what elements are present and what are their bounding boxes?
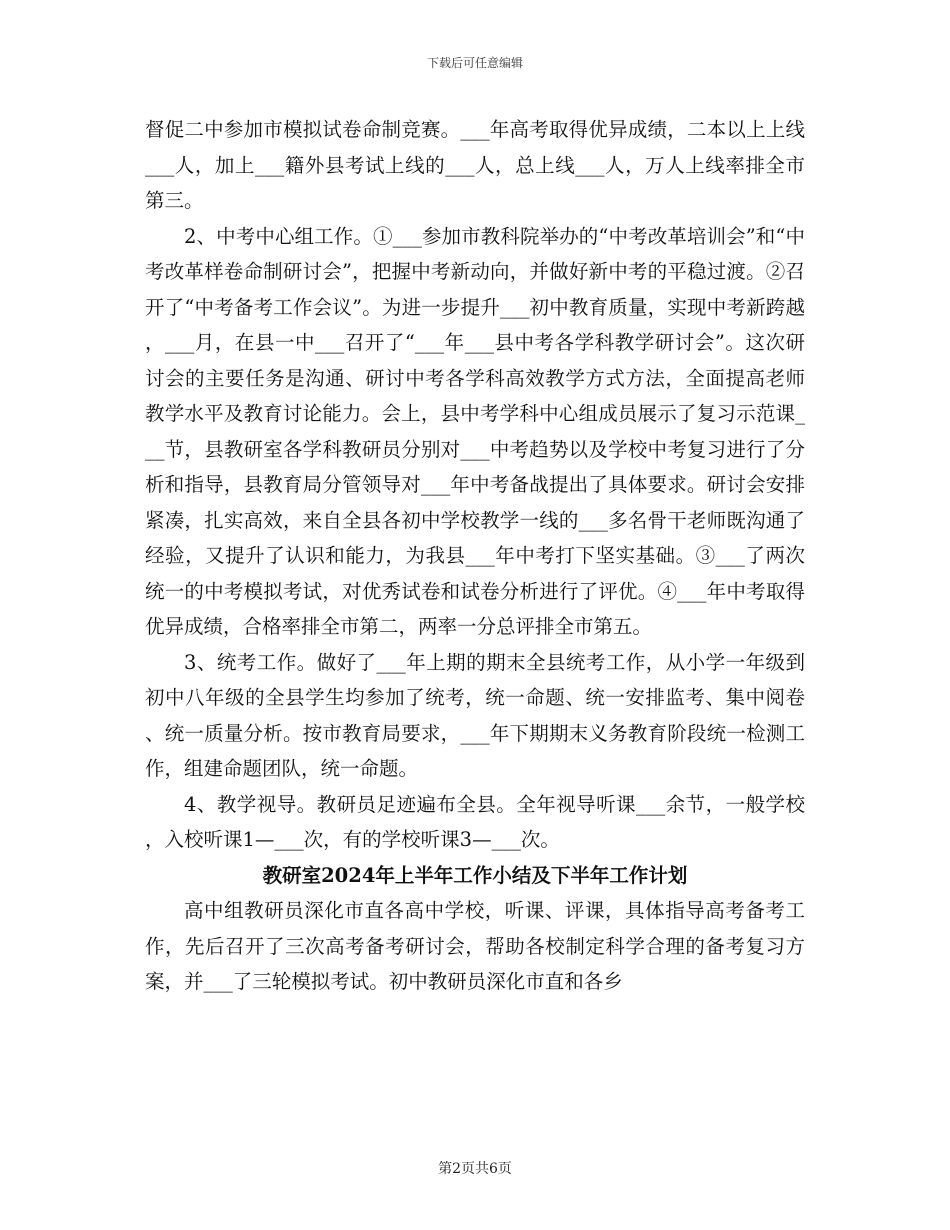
page-number: 第2页共6页 (438, 1161, 512, 1177)
page-header: 下载后可任意编辑 (426, 56, 523, 70)
document-body (145, 112, 805, 1000)
paragraph-teaching-inspection: 4、教学视导。教研员足迹遍布全县。全年视导听课___余节，一般学校，入校听课1—___次，有的学校听课3—___次。 (145, 792, 805, 851)
paragraph-high-school-group: 高中组教研员深化市直各高中学校，听课、评课，具体指导高考备考工作，先后召开了三次高考备考研讨会，帮助各校制定科学合理的备考复习方案，并___了三轮模拟考试。初中教研员深化市直和各乡 (145, 899, 805, 993)
paragraph-unified-exam: 3、统考工作。做好了___年上期的期末全县统考工作，从小学一年级到初中八年级的全县学生均参加了统考，统一命题、统一安排监考、集中阅卷、统一质量分析。按市教育局要求，___年下期期末义务教育阶段统一检测工作，组建命题团队，统一命题。 (145, 650, 805, 780)
paragraph-continuation: 督促二中参加市模拟试卷命制竞赛。___年高考取得优异成绩，二本以上上线___人，加上___籍外县考试上线的___人，总上线___人，万人上线率排全市第三。 (145, 118, 805, 212)
paragraph-zhongkao-group: 2、中考中心组工作。①___参加市教科院举办的“中考改革培训会”和“中考改革样卷命制研讨会”，把握中考新动向，并做好新中考的平稳过渡。②召开了“中考备考工作会议”。为进一步提升___初中教育质量，实现中考新跨越，___月，在县一中___召开了“___年___县中考各学科教学研讨会”。这次研讨会的主要任务是沟通、研讨中考各学科高效教学方式方法，全面提高老师教学水平及教育讨论能力。会上，县中考学科中心组成员展示了复习示范课___节，县教研室各学科教研员分别对___中考趋势以及学校中考复习进行了分析和指导，县教育局分管领导对___年中考备战提出了具体要求。研讨会安排紧凑，扎实高效，来自全县各初中学校教学一线的___多名骨干老师既沟通了经验，又提升了认识和能力，为我县___年中考打下坚实基础。③___了两次统一的中考模拟考试，对优秀试卷和试卷分析进行了评优。④___年中考取得优异成绩，合格率排全市第二，两率一分总评排全市第五。 (145, 224, 805, 638)
section-title: 教研室2024年上半年工作小结及下半年工作计划 (262, 863, 688, 887)
